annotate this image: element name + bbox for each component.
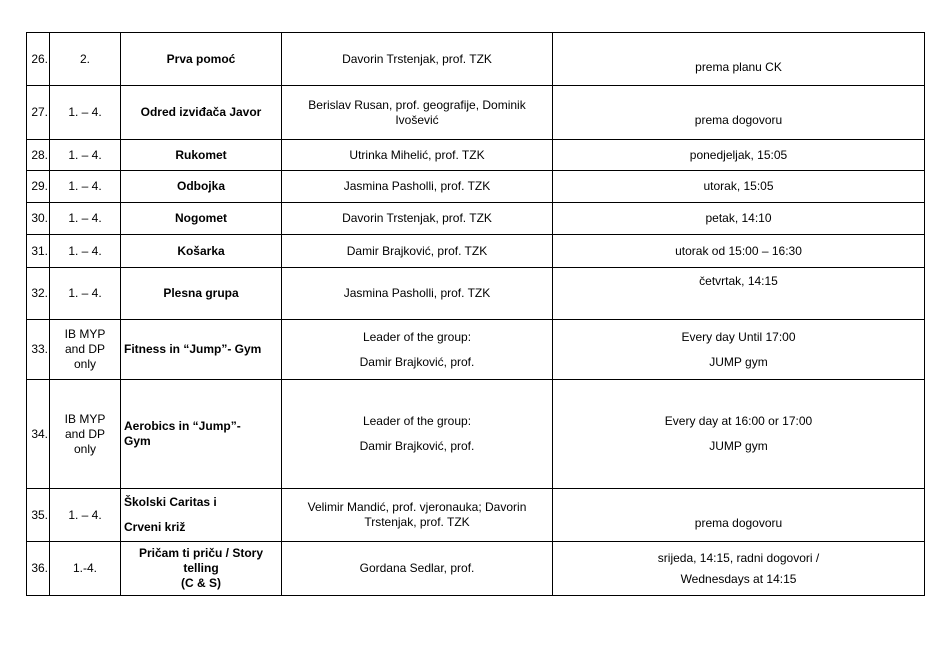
- activity-name-line: Gym: [124, 434, 151, 448]
- activity-time: [553, 542, 925, 596]
- activity-time: [553, 320, 925, 380]
- activities-table: [26, 32, 925, 596]
- row-number: 29.: [27, 171, 50, 203]
- row-grade-line: IB MYP: [64, 327, 106, 341]
- activity-leader: Velimir Mandić, prof. vjeronauka; Davorin Trstenjak, prof. TZK: [282, 489, 553, 542]
- table-row: [27, 171, 925, 203]
- table-row: [27, 489, 925, 542]
- activity-time-line: srijeda, 14:15, radni dogovori /: [657, 550, 820, 565]
- row-grade: [50, 320, 121, 380]
- table-row: [27, 320, 925, 380]
- row-grade: 1. – 4.: [50, 140, 121, 171]
- activity-name: Fitness in “Jump”- Gym: [121, 320, 282, 380]
- row-number: 27.: [27, 86, 50, 140]
- row-grade: 2.: [50, 33, 121, 86]
- row-grade: [50, 380, 121, 489]
- activity-leader-line: Damir Brajković, prof.: [359, 354, 475, 369]
- row-number: 36.: [27, 542, 50, 596]
- activity-time-line: Every day at 16:00 or 17:00: [664, 414, 813, 428]
- row-grade-line: only: [73, 357, 96, 371]
- row-number: 26.: [27, 33, 50, 86]
- activity-time: četvrtak, 14:15: [553, 268, 925, 320]
- row-number: 30.: [27, 203, 50, 235]
- activity-name-line: Aerobics in “Jump”-: [124, 419, 241, 433]
- activity-time: utorak, 15:05: [553, 171, 925, 203]
- activity-time: [553, 33, 925, 86]
- activity-leader: Jasmina Pasholli, prof. TZK: [282, 268, 553, 320]
- activity-name-line: Školski Caritas i: [124, 495, 217, 509]
- activity-leader: Jasmina Pasholli, prof. TZK: [282, 171, 553, 203]
- row-number: 35.: [27, 489, 50, 542]
- activity-name: [121, 380, 282, 489]
- activity-leader: Gordana Sedlar, prof.: [282, 542, 553, 596]
- activity-name: Prva pomoć: [121, 33, 282, 86]
- activity-time-line: JUMP gym: [709, 354, 768, 369]
- table-row: [27, 140, 925, 171]
- activity-name: Odbojka: [121, 171, 282, 203]
- row-grade: 1. – 4.: [50, 268, 121, 320]
- activity-leader: Davorin Trstenjak, prof. TZK: [282, 203, 553, 235]
- row-number: 31.: [27, 235, 50, 268]
- activity-leader-line: Damir Brajković, prof.: [359, 439, 475, 453]
- activity-leader-line: Leader of the group:: [362, 329, 472, 344]
- row-grade-line: and DP: [64, 426, 106, 441]
- row-number: 32.: [27, 268, 50, 320]
- activity-time: utorak od 15:00 – 16:30: [553, 235, 925, 268]
- activity-name: Odred izviđača Javor: [121, 86, 282, 140]
- activity-name: Rukomet: [121, 140, 282, 171]
- activity-time-text: prema dogovoru: [694, 515, 783, 530]
- activity-name: Nogomet: [121, 203, 282, 235]
- table-row: [27, 235, 925, 268]
- activity-leader: Utrinka Mihelić, prof. TZK: [282, 140, 553, 171]
- activity-time-line: Wednesdays at 14:15: [680, 571, 797, 586]
- activity-name: Plesna grupa: [121, 268, 282, 320]
- activity-name-line: (C & S): [181, 576, 221, 590]
- activity-time-text: prema planu CK: [695, 59, 782, 74]
- activity-time: petak, 14:10: [553, 203, 925, 235]
- row-grade-line: only: [73, 441, 96, 456]
- table-row: [27, 33, 925, 86]
- table-row: [27, 203, 925, 235]
- activity-leader: Berislav Rusan, prof. geografije, Dominik Ivošević: [282, 86, 553, 140]
- table-row: [27, 380, 925, 489]
- activity-name: [121, 489, 282, 542]
- row-grade-line: IB MYP: [64, 411, 106, 426]
- activity-leader: [282, 320, 553, 380]
- row-grade: 1. – 4.: [50, 235, 121, 268]
- table-row: [27, 542, 925, 596]
- activity-name-line: Crveni križ: [124, 520, 186, 534]
- row-grade: 1. – 4.: [50, 489, 121, 542]
- row-grade: 1. – 4.: [50, 203, 121, 235]
- table-row: [27, 268, 925, 320]
- row-grade: 1.-4.: [50, 542, 121, 596]
- activity-name: [121, 542, 282, 596]
- activity-time: [553, 86, 925, 140]
- activity-time-line: Every day Until 17:00: [681, 329, 796, 344]
- activity-name: Košarka: [121, 235, 282, 268]
- activity-name-line: telling: [183, 561, 219, 575]
- activity-leader: Damir Brajković, prof. TZK: [282, 235, 553, 268]
- activity-leader: [282, 380, 553, 489]
- activity-time: ponedjeljak, 15:05: [553, 140, 925, 171]
- row-grade-line: and DP: [64, 342, 106, 356]
- activity-name-line: Pričam ti priču / Story: [138, 546, 264, 560]
- row-grade: 1. – 4.: [50, 86, 121, 140]
- activity-time-line: JUMP gym: [709, 439, 768, 453]
- row-grade: 1. – 4.: [50, 171, 121, 203]
- activity-leader-line: Leader of the group:: [362, 414, 472, 428]
- activity-time: [553, 489, 925, 542]
- row-number: 28.: [27, 140, 50, 171]
- table-row: [27, 86, 925, 140]
- row-number: 33.: [27, 320, 50, 380]
- row-number: 34.: [27, 380, 50, 489]
- activity-time: [553, 380, 925, 489]
- activity-leader: Davorin Trstenjak, prof. TZK: [282, 33, 553, 86]
- activity-time-text: prema dogovoru: [694, 113, 783, 127]
